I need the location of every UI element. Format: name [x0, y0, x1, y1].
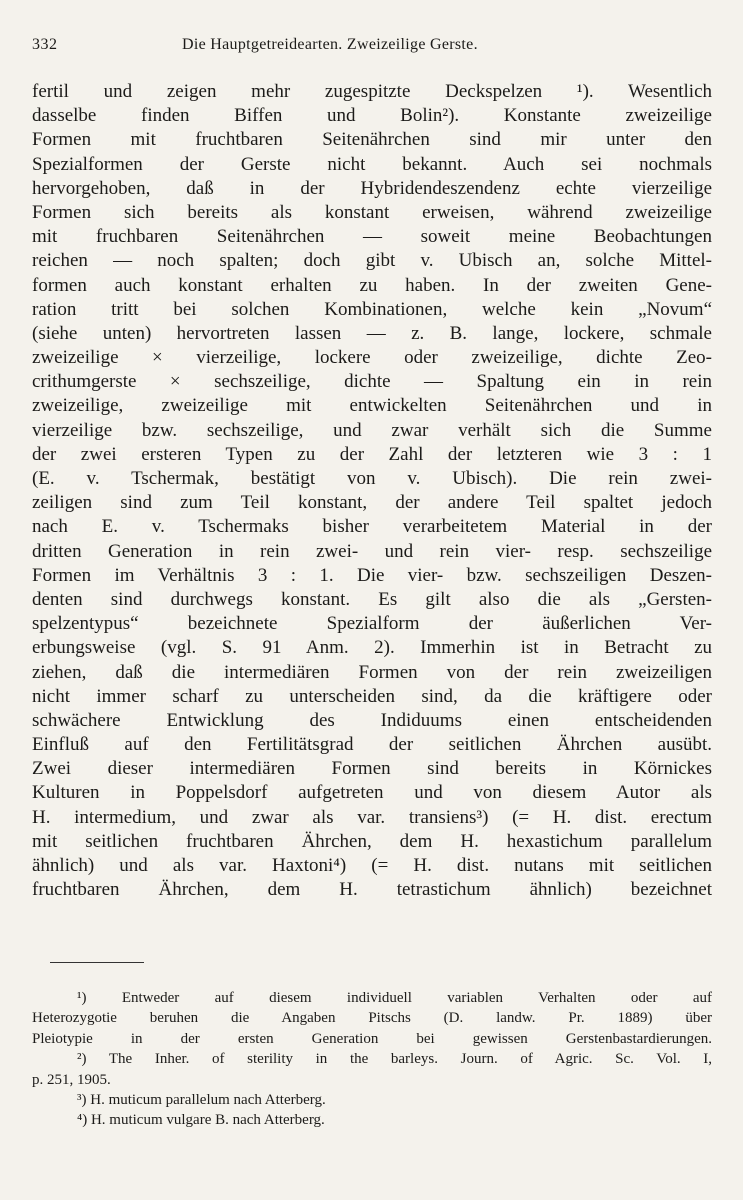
text-line: mit seitlichen fruchtbaren Ährchen, dem H. hexastichum parallelum	[32, 830, 712, 852]
text-line: nach E. v. Tschermaks bisher verarbeitetem Material in der	[32, 516, 712, 538]
text-line: (E. v. Tschermak, bestätigt von v. Ubisch). Die rein zwei-	[32, 468, 712, 489]
text-line: Einfluß auf den Fertilitätsgrad der seitlichen Ährchen ausübt.	[32, 734, 712, 756]
text-line: Formen im Verhältnis 3 : 1. Die vier- bzw. sechszeiligen Deszen-	[32, 564, 712, 586]
text-line: H. intermedium, und zwar als var. transiens³) (= H. dist. erectum	[32, 806, 712, 828]
running-title: Die Hauptgetreidearten. Zweizeilige Gerste.	[182, 36, 478, 53]
footnote-line: Heterozygotie beruhen die Angaben Pitschs (D. landw. Pr. 1889) über	[32, 1010, 712, 1027]
page-header	[32, 36, 712, 58]
text-line: erbungsweise (vgl. S. 91 Anm. 2). Immerhin ist in Betracht zu	[32, 637, 712, 659]
text-line: Kulturen in Poppelsdorf aufgetreten und von diesem Autor als	[32, 782, 712, 804]
text-line: fertil und zeigen mehr zugespitzte Deckspelzen ¹). Wesentlich	[32, 81, 712, 102]
footnote-line: Pleiotypie in der ersten Generation bei gewissen Gerstenbastardierungen.	[32, 1030, 712, 1047]
text-line: mit fruchbaren Seitenährchen — soweit meine Beobachtungen	[32, 226, 712, 248]
text-line: schwächere Entwicklung des Indiduums einen entscheidenden	[32, 709, 712, 731]
text-line: nicht immer scharf zu unterscheiden sind, da die kräftigere oder	[32, 685, 712, 707]
body-text	[32, 80, 712, 902]
text-line: spelzentypus“ bezeichnete Spezialform der äußerlichen Ver-	[32, 613, 712, 635]
footnote-divider	[50, 962, 144, 963]
footnotes	[32, 988, 712, 1131]
text-line: der zwei ersteren Typen zu der Zahl der letzteren wie 3 : 1	[32, 443, 712, 465]
text-line: zweizeilige × vierzeilige, lockere oder zweizeilige, dichte Zeo-	[32, 347, 712, 369]
text-line: reichen — noch spalten; doch gibt v. Ubisch an, solche Mittel-	[32, 250, 712, 272]
text-line: formen auch konstant erhalten zu haben. In der zweiten Gene-	[32, 274, 712, 296]
text-line: dritten Generation in rein zwei- und rein vier- resp. sechszeilige	[32, 540, 712, 562]
text-line: fruchtbaren Ährchen, dem H. tetrastichum ähnlich) bezeichnet	[32, 879, 712, 901]
text-line: dasselbe finden Biffen und Bolin²). Konstante zweizeilige	[32, 105, 712, 127]
text-line: hervorgehoben, daß in der Hybridendeszendenz echte vierzeilige	[32, 177, 712, 199]
footnote-line: ²) The Inher. of sterility in the barleys. Journ. of Agric. Sc. Vol. I,	[77, 1051, 712, 1068]
text-line: ziehen, daß die intermediären Formen von der rein zweizeiligen	[32, 661, 712, 683]
text-line: vierzeilige bzw. sechszeilige, und zwar verhält sich die Summe	[32, 419, 712, 441]
text-line: Spezialformen der Gerste nicht bekannt. Auch sei nochmals	[32, 153, 712, 175]
text-line: denten sind durchwegs konstant. Es gilt also die als „Gersten-	[32, 588, 712, 610]
text-line: zeiligen sind zum Teil konstant, der andere Teil spaltet jedoch	[32, 492, 712, 514]
text-line: ration tritt bei solchen Kombinationen, welche kein „Novum“	[32, 298, 712, 320]
text-line: Zwei dieser intermediären Formen sind bereits in Körnickes	[32, 758, 712, 780]
footnote-line: p. 251, 1905.	[32, 1071, 111, 1088]
page-number: 332	[32, 36, 58, 53]
footnote-line: ¹) Entweder auf diesem individuell variablen Verhalten oder auf	[77, 990, 712, 1006]
text-line: Formen mit fruchtbaren Seitenährchen sind mir unter den	[32, 129, 712, 151]
text-line: crithumgerste × sechszeilige, dichte — Spaltung ein in rein	[32, 371, 712, 393]
text-line: ähnlich) und als var. Haxtoni⁴) (= H. dist. nutans mit seitlichen	[32, 855, 712, 876]
footnote-line: ⁴) H. muticum vulgare B. nach Atterberg.	[77, 1112, 325, 1129]
text-line: Formen sich bereits als konstant erweisen, während zweizeilige	[32, 201, 712, 223]
text-line: zweizeilige, zweizeilige mit entwickelten Seitenährchen und in	[32, 395, 712, 417]
text-line: (siehe unten) hervortreten lassen — z. B. lange, lockere, schmale	[32, 322, 712, 344]
footnote-line: ³) H. muticum parallelum nach Atterberg.	[77, 1091, 326, 1108]
